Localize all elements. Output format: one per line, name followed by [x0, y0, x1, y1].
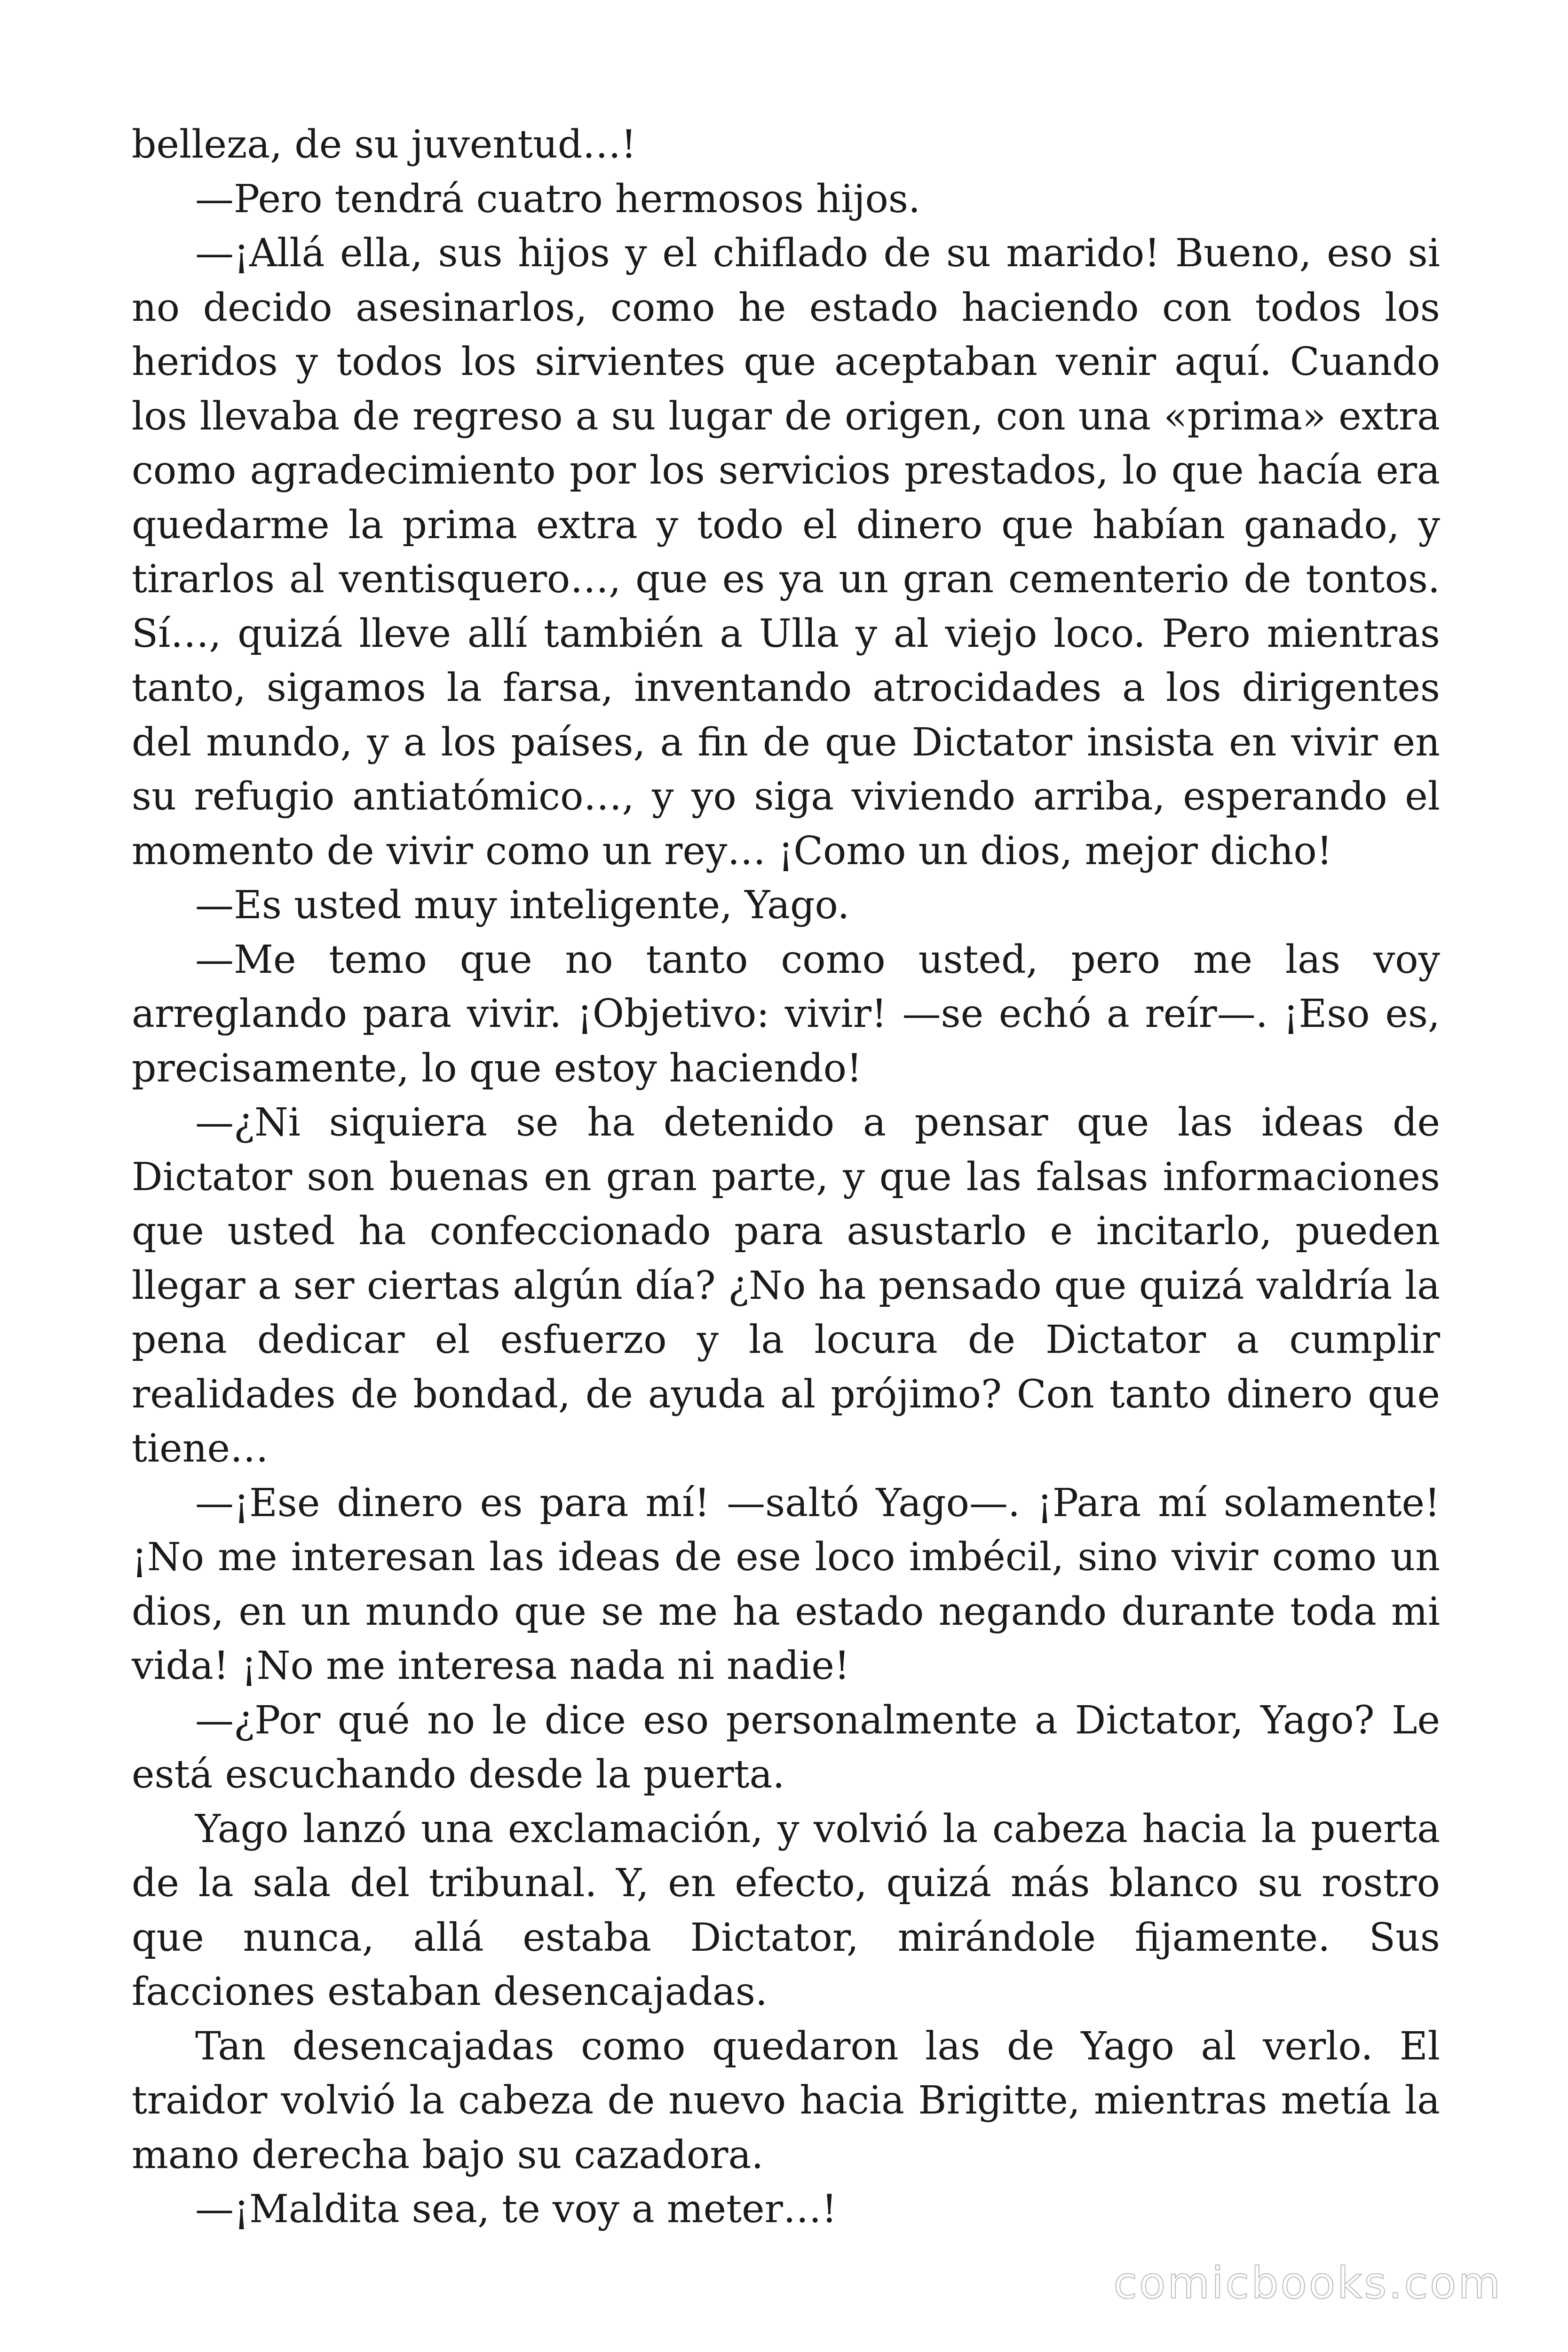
- paragraph: —Es usted muy inteligente, Yago.: [195, 883, 850, 928]
- paragraph: —¡Maldita sea, te voy a meter…!: [195, 2187, 837, 2232]
- paragraph: —Pero tendrá cuatro hermosos hijos.: [195, 176, 921, 222]
- paragraph: —Me temo que no tanto como usted, pero me las voy arreglando para vivir. ¡Objetivo: vivir! —se echó a reír—. ¡Eso es, precisamente, lo que estoy haciendo!: [132, 937, 1440, 1091]
- paragraph: Tan desencajadas como quedaron las de Yago al verlo. El traidor volvió la cabeza de nuevo hacia Brigitte, mientras metía la mano derecha bajo su cazadora.: [132, 2024, 1440, 2177]
- paragraph: belleza, de su juventud…!: [132, 122, 637, 167]
- watermark: comicbooks.com: [1113, 2258, 1502, 2308]
- paragraph: Yago lanzó una exclamación, y volvió la cabeza hacia la puerta de la sala del tribunal. Y, en efecto, quizá más blanco su rostro que nunca, allá estaba Dictator, mirándole fijamente. Sus facciones estaban desencajadas.: [132, 1806, 1440, 2014]
- paragraph: —¿Por qué no le dice eso personalmente a Dictator, Yago? Le está escuchando desde la puerta.: [132, 1698, 1440, 1797]
- book-page-text: [132, 118, 1440, 2237]
- paragraph: —¡Ese dinero es para mí! —saltó Yago—. ¡Para mí solamente! ¡No me interesan las ideas de ese loco imbécil, sino vivir como un dios, en un mundo que se me ha estado negando durante toda mi vida! ¡No me interesa nada ni nadie!: [132, 1480, 1440, 1688]
- paragraph: —¡Allá ella, sus hijos y el chiflado de su marido! Bueno, eso si no decido asesinarlos, como he estado haciendo con todos los heridos y todos los sirvientes que aceptaban venir aquí. Cuando los llevaba de regreso a su lugar de origen, con una «prima» extra como agradecimiento por los servicios prestados, lo que hacía era quedarme la prima extra y todo el dinero que habían ganado, y tirarlos al ventisquero…, que es ya un gran cementerio de tontos. Sí…, quizá lleve allí también a Ulla y al viejo loco. Pero mientras tanto, sigamos la farsa, inventando atrocidades a los dirigentes del mundo, y a los países, a fin de que Dictator insista en vivir en su refugio antiatómico…, y yo siga viviendo arriba, esperando el momento de vivir como un rey… ¡Como un dios, mejor dicho!: [132, 231, 1440, 874]
- paragraph: —¿Ni siquiera se ha detenido a pensar que las ideas de Dictator son buenas en gran parte, y que las falsas informaciones que usted ha confeccionado para asustarlo e incitarlo, pueden llegar a ser ciertas algún día? ¿No ha pensado que quizá valdría la pena dedicar el esfuerzo y la locura de Dictator a cumplir realidades de bondad, de ayuda al prójimo? Con tanto dinero que tiene…: [132, 1100, 1440, 1471]
